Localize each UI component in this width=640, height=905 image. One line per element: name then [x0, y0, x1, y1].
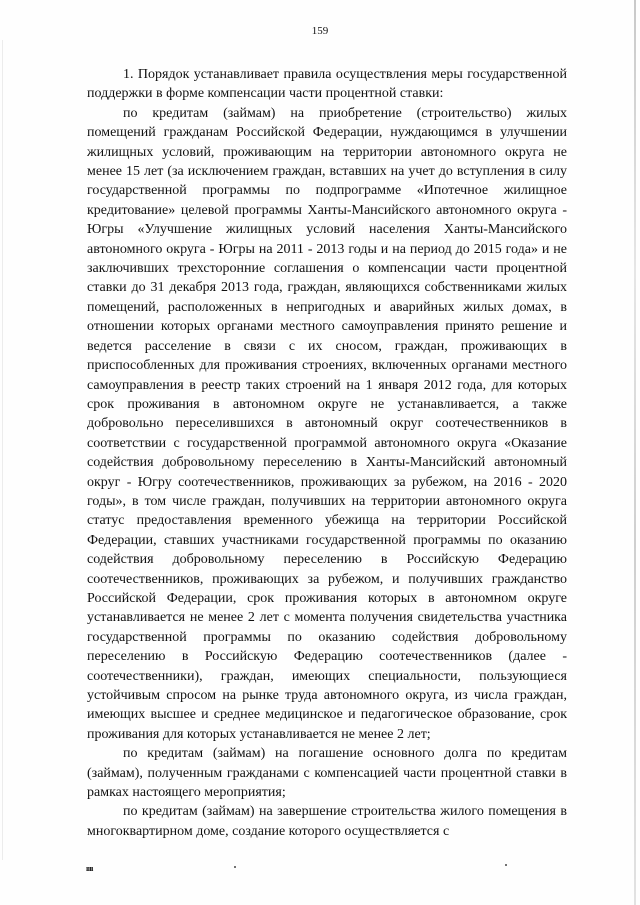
paragraph-intro: 1. Порядок устанавливает правила осуществления меры государственной поддержки в форме компенсации части процентной ставки: — [87, 67, 567, 102]
scan-speck — [234, 866, 236, 868]
paragraph-housing-credits: по кредитам (займам) на приобретение (строительство) жилых помещений гражданам Российской Федерации, нуждающимся в улучшении жилищных условий, проживающим на территории автономного округа не менее 15 лет (за исключением граждан, вставших на учет до вступления в силу государственной программы по подпрограмме «Ипотечное жилищное кредитование» целевой программы Ханты-Мансийского автономного округа - Югры «Улучшение жилищных условий населения Ханты-Мансийского автономного округа - Югры на 2011 - 2013 годы и на период до 2015 года» и не заключивших трехсторонние соглашения о компенсации части процентной ставки до 31 декабря 2013 года, граждан, являющихся собственниками жилых помещений, расположенных в непригодных и аварийных жилых домах, в отношении которых органами местного самоуправления принято решение и ведется расселение в связи с их сносом, граждан, проживающих в приспособленных для проживания строениях, включенных органами местного самоуправления в реестр таких строений на 1 января 2012 года, для которых срок проживания в автономном округе не устанавливается, а также добровольно переселившихся в автономный округ соотечественников в соответствии с государственной программой автономного округа «Оказание содействия добровольному переселению в Ханты-Мансийский автономный округ - Югру соотечественников, проживающих за рубежом, на 2016 - 2020 годы», в том числе граждан, получивших на территории автономного округа статус предоставления временного убежища на территории Российской Федерации, ставших участниками государственной программы по оказанию содействия добровольному переселению в Российскую Федерацию соотечественников, проживающих за рубежом, и получивших гражданство Российской Федерации, срок проживания которых в автономном округе устанавливается не менее 2 лет с момента получения свидетельства участника государственной программы по оказанию содействия добровольному переселению в Российскую Федерацию соотечественников (далее - соотечественники), граждан, имеющих специальности, пользующиеся устойчивым спросом на рынке труда автономного округа, из числа граждан, имеющих высшее и среднее медицинское и педагогическое образование, срок проживания для которых устанавливается не менее 2 лет; — [87, 105, 567, 742]
footer-mark: ıııı — [86, 864, 93, 873]
scan-edge-right — [634, 0, 636, 905]
scan-speck — [505, 864, 507, 866]
document-body — [87, 65, 567, 841]
paragraph-debt-repayment: по кредитам (займам) на погашение основного долга по кредитам (займам), полученным гражданами с компенсацией части процентной ставки в рамках настоящего мероприятия; — [87, 746, 567, 801]
scan-edge-left — [2, 40, 3, 860]
paragraph-construction-completion: по кредитам (займам) на завершение строительства жилого помещения в многоквартирном доме, создание которого осуществляется с — [87, 804, 567, 839]
page-number: 159 — [311, 25, 329, 37]
